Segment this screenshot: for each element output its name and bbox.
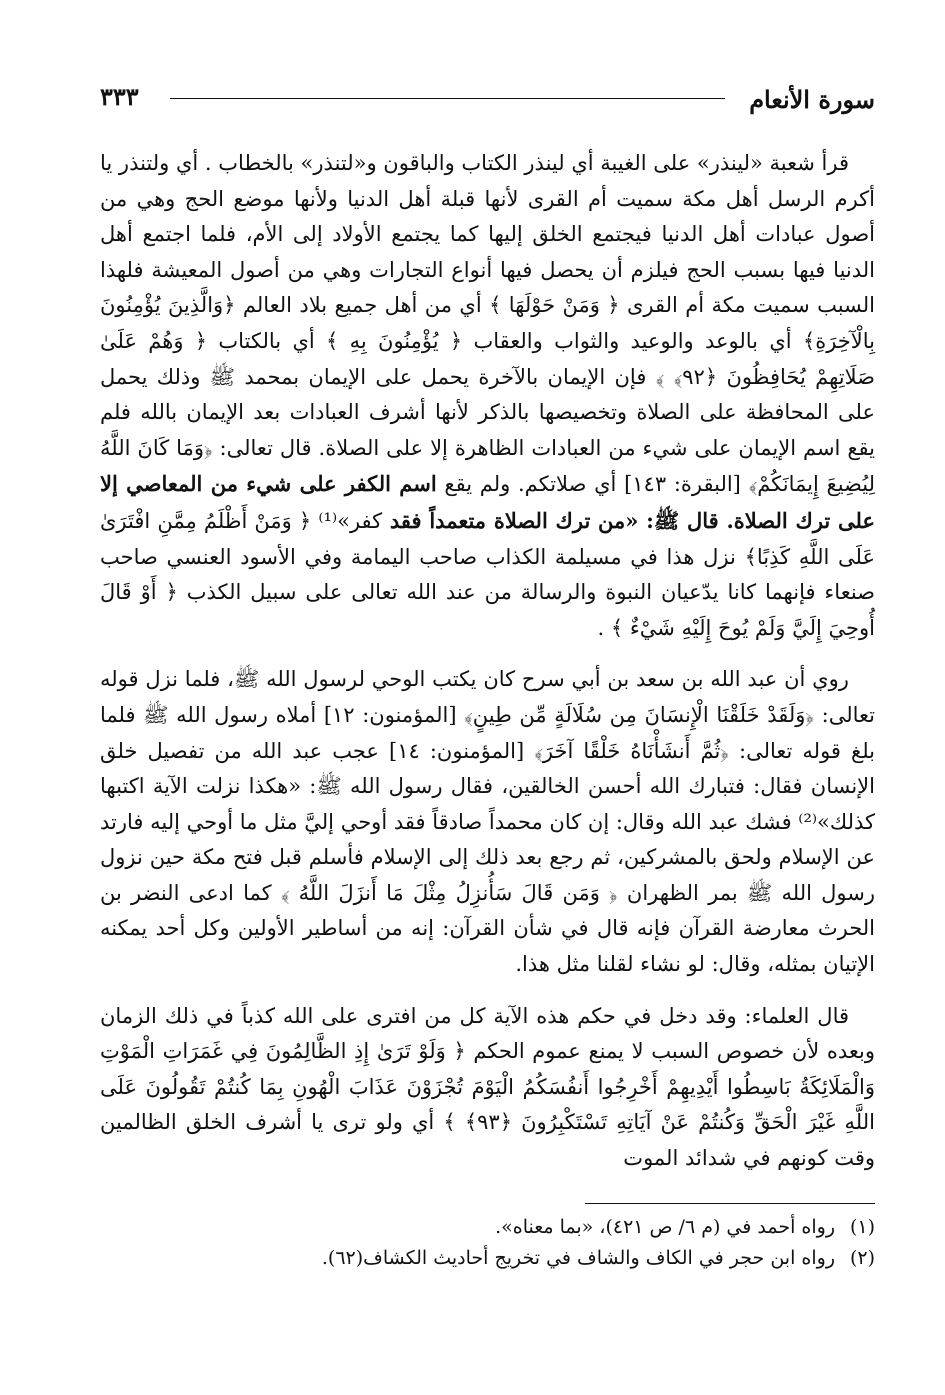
footnote-text: رواه ابن حجر في الكاف والشاف في تخريج أحاديث الكشاف(٦٢).: [321, 1246, 835, 1269]
paragraph-2: [100, 662, 875, 982]
text-line: بالآخرة يحمل على الإيمان بمحمد ﷺ وذلك يحمل على المحافظة على الصلاة وتخصيصها: [100, 364, 875, 425]
paragraph-3: [100, 999, 875, 1177]
text-line: روي أن عبد الله بن سعد بن أبي سرح كان يكتب الوحي لرسول الله ﷺ، فلما نزل قوله: [100, 667, 849, 692]
text-line: اسم الكفر على شيء من المعاصي إلا على ترك الصلاة. قال ﷺ: «من ترك الصلاة متعمداً فقد: [100, 471, 875, 533]
text-line: عَنْ آيَاتِهِ تَسْتَكْبِرُونَ ﴿٩٣﴾ ﴾ أي ولو ترى يا أشرف الخلق الظالمين وقت كونهم في شدائد الموت: [100, 1110, 875, 1171]
page-header: [100, 78, 875, 122]
text-line: بالذكر لأنها أشرف العبادات بعد الإيمان بالله فلم يقع اسم الإيمان على شيء من العبادات الظاهرة: [100, 400, 875, 460]
text-line: الظهران ﴿ وَمَن قَالَ سَأُنزِلُ مِثْلَ مَا أَنزَلَ اللَّهُ ﴾ كما ادعى النضر بن الحرث معارضة القرآن فإنه قال في: [100, 880, 875, 941]
body-text: [100, 146, 875, 1177]
page-number: ٣٣٣: [100, 82, 139, 111]
footnote-text: رواه أحمد في (م ٦/ ص ٤٢١)، «بما معناه».: [495, 1215, 835, 1238]
footnote-number: (١): [849, 1215, 875, 1238]
text-line: الكذب ﴿ أَوْ قَالَ أُوحِيَ إِلَيَّ وَلَمْ يُوحَ إِلَيْهِ شَيْءٌ ﴾ .: [100, 580, 875, 640]
text-line: تعالى: ﴿وَلَقَدْ خَلَقْنَا الْإِنسَانَ مِن سُلَالَةٍ مِّن طِينٍ﴾ [المؤمنون: ١٢] أملاه رسول الله ﷺ فلما بلغ: [100, 702, 876, 763]
text-line: الأسود العنسي صاحب صنعاء فإنهما كانا يدّعيان النبوة والرسالة من عند الله تعالى على سبيل: [100, 544, 876, 605]
footnote-number: (٢): [849, 1246, 875, 1269]
text-line: قوله تعالى: ﴿ثُمَّ أَنشَأْنَاهُ خَلْقًا آخَرَ﴾ [المؤمنون: ١٤] عجب عبد الله من تفصيل خلق الإنسان فقال:: [100, 738, 875, 799]
text-line: قرأ شعبة «لينذر» على الغيبة أي لينذر الكتاب والباقون و«لتنذر» بالخطاب . أي ولتنذر يا: [100, 151, 849, 175]
footnote-separator: [585, 1203, 875, 1204]
text-line: مكة أم القرى ﴿ وَمَنْ حَوْلَهَا ﴾ أي من أهل جميع بلاد العالم ﴿وَالَّذِينَ يُؤْمِنُونَ بِالْآخِرَةِ﴾ أي بالوعد: [100, 293, 875, 353]
text-line: إلا على الصلاة. قال تعالى: ﴿وَمَا كَانَ اللَّهُ لِيُضِيعَ إِيمَانَكُمْ﴾ [البقرة: ١٤٣] أي صلاتكم. ولم يقع: [100, 435, 875, 497]
text-line: والوعيد والثواب والعقاب ﴿ يُؤْمِنُونَ بِهِ ﴾ أي بالكتاب ﴿ وَهُمْ عَلَىٰ صَلَاتِهِمْ يُحَافِظُونَ ﴿٩٢﴾ ﴾ فإن الإيمان: [100, 328, 875, 389]
footnotes: [100, 1212, 875, 1274]
text-line: قال العلماء: وقد دخل في حكم هذه الآية كل من افترى على الله كذباً في ذلك الزمان وبعده: [100, 1003, 875, 1064]
text-line: بالمشركين، ثم رجع بعد ذلك إلى الإسلام فأسلم قبل فتح مكة حين نزول رسول الله ﷺ بمر: [100, 845, 876, 905]
footnote-2: [100, 1243, 875, 1274]
text-line: بسبب الحج فيلزم أن يحصل فيها أنواع التجارات وهي من أصول المعيشة فلهذا السبب سميت: [100, 257, 876, 318]
text-line: لأن خصوص السبب لا يمنع عموم الحكم ﴿ وَلَوْ تَرَىٰ إِذِ الظَّالِمُونَ فِي غَمَرَاتِ الْمَوْتِ وَالْمَلَائِكَةُ: [100, 1039, 876, 1099]
surah-title: سورة الأنعام: [749, 85, 875, 114]
text-line: شأن القرآن: إنه من أساطير الأولين وكل أحد يمكنه الإتيان بمثله، وقال: لو نشاء لقلنا مثل هذا.: [100, 916, 875, 977]
book-page: [100, 78, 875, 1358]
text-line: بَاسِطُوا أَيْدِيهِمْ أَخْرِجُوا أَنفُسَكُمُ الْيَوْمَ تُجْزَوْنَ عَذَابَ الْهُونِ بِمَا كُنتُمْ تَقُولُونَ عَلَى اللَّهِ غَيْرَ الْحَقِّ وَكُنتُمْ: [100, 1074, 875, 1135]
text-line: فتبارك الله أحسن الخالقين، فقال رسول الله ﷺ: «هكذا نزلت الآية اكتبها كذلك»⁽²⁾ فشك: [100, 774, 875, 834]
header-rule: [170, 98, 725, 99]
text-line: أكرم الرسل أهل مكة سميت أم القرى لأنها قبلة أهل الدنيا ولأنها موضع الحج وهي من أصول: [100, 186, 875, 247]
text-line: عبادات أهل الدنيا فيجتمع الخلق إليها كما يجتمع الأولاد إلى الأم، فلما اجتمع أهل الدنيا فيها: [100, 222, 876, 282]
text-line: عبد الله وقال: إن كان محمداً صادقاً فقد أوحي إليَّ مثل ما أوحي إليه فارتد عن الإسلام ولحق: [100, 809, 875, 870]
footnote-1: [100, 1212, 875, 1243]
paragraph-1: [100, 146, 875, 646]
text-line: كفر»⁽¹⁾ ﴿ وَمَنْ أَظْلَمُ مِمَّنِ افْتَرَىٰ عَلَى اللَّهِ كَذِبًا﴾ نزل هذا في مسيلمة الكذاب صاحب اليمامة وفي: [100, 508, 875, 569]
